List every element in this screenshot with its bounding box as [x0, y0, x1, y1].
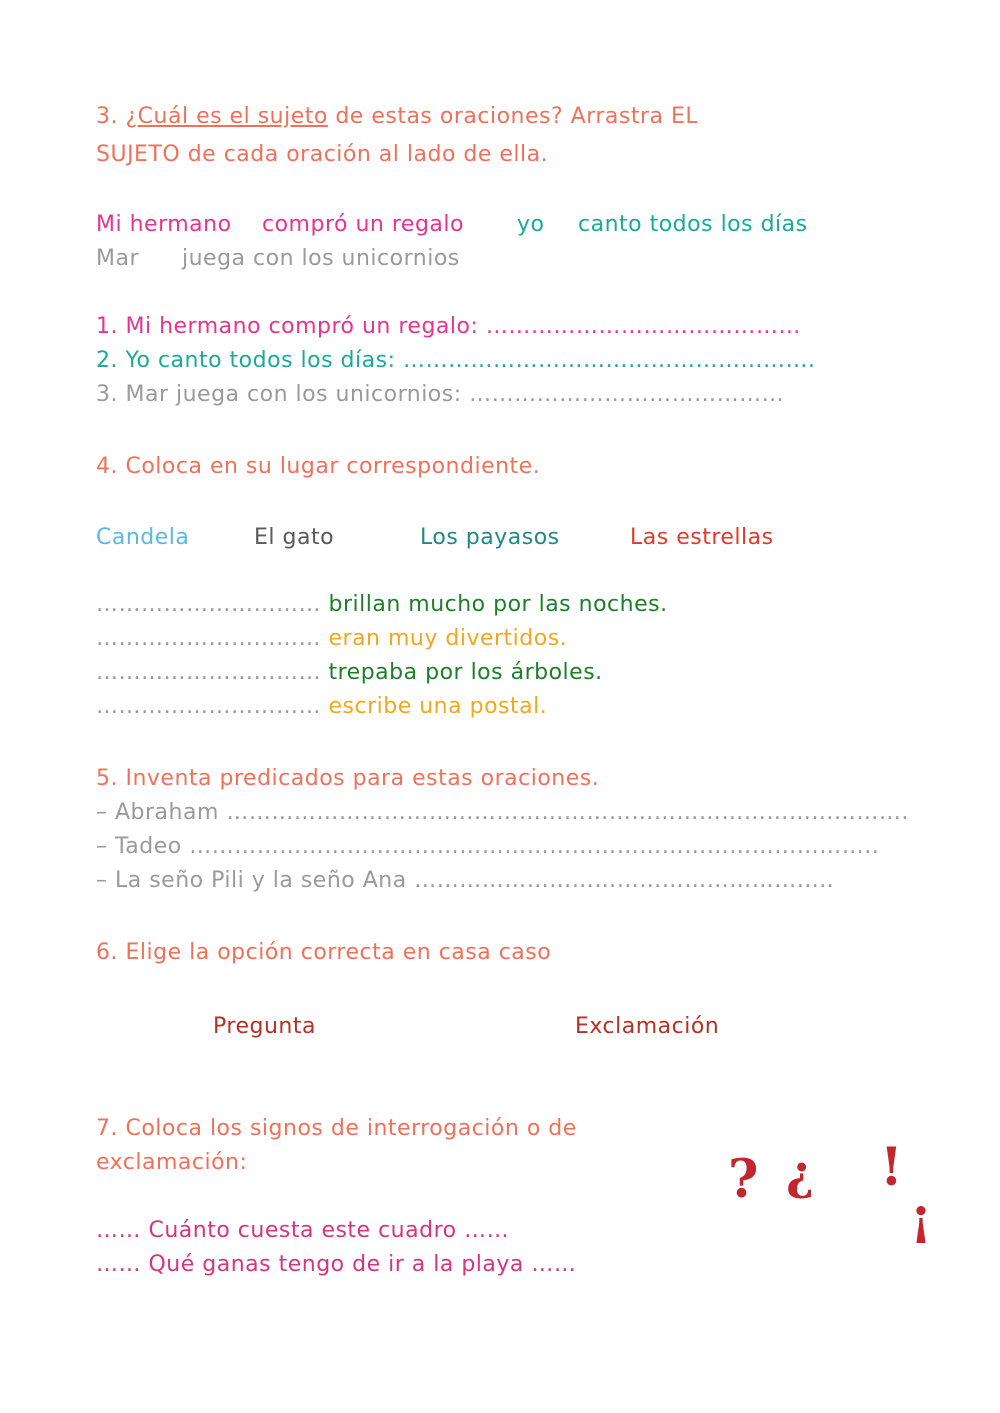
ex4-bank-el-gato[interactable]: El gato [254, 525, 335, 550]
ex3-item-3[interactable]: 3. Mar juega con los unicornios: …………………………………… [96, 382, 785, 407]
ex3-item-2[interactable]: 2. Yo canto todos los días: ………………………………………………. [96, 348, 816, 373]
ex4-row-blank[interactable]: ………………………… [96, 694, 321, 719]
ex4-bank-los-payasos[interactable]: Los payasos [420, 525, 560, 550]
ex7-title-line1: 7. Coloca los signos de interrogación o de [96, 1116, 577, 1141]
question-close-symbol[interactable]: ? [728, 1149, 759, 1210]
ex7-item-2[interactable]: …… Qué ganas tengo de ir a la playa …… [96, 1252, 577, 1277]
ex5-item-abraham[interactable]: – Abraham ………………………………………………………………………………. [96, 800, 909, 825]
ex3-title-line2: SUJETO de cada oración al lado de ella. [96, 142, 549, 167]
ex4-row-blank[interactable]: ………………………… [96, 626, 321, 651]
ex3-bank-yo[interactable]: yo [517, 212, 545, 237]
ex4-bank-candela[interactable]: Candela [96, 525, 190, 550]
ex3-item-1[interactable]: 1. Mi hermano compró un regalo: …………………………………… [96, 314, 801, 339]
ex6-option-pregunta[interactable]: Pregunta [213, 1014, 316, 1039]
ex3-bank-canto: canto todos los días [578, 212, 808, 237]
ex7-item-1[interactable]: …… Cuánto cuesta este cuadro …… [96, 1218, 510, 1243]
ex5-item-senos[interactable]: – La seño Pili y la seño Ana ……………………………………………….. [96, 868, 835, 893]
ex4-row: ………………………… brillan mucho por las noches. [96, 592, 668, 617]
question-open-symbol[interactable]: ¿ [786, 1145, 815, 1201]
ex4-title: 4. Coloca en su lugar correspondiente. [96, 454, 541, 479]
ex5-title: 5. Inventa predicados para estas oraciones. [96, 766, 600, 791]
ex4-row-blank[interactable]: ………………………… [96, 660, 321, 685]
ex4-row: ………………………… trepaba por los árboles. [96, 660, 603, 685]
ex6-option-exclamacion[interactable]: Exclamación [575, 1014, 720, 1039]
ex5-item-tadeo[interactable]: – Tadeo ……………………………………………………………………………….. [96, 834, 880, 859]
ex3-bank-juega: juega con los unicornios [182, 246, 460, 271]
ex6-title: 6. Elige la opción correcta en casa caso [96, 940, 552, 965]
ex7-title-line2: exclamación: [96, 1150, 248, 1175]
ex3-bank-mi-hermano[interactable]: Mi hermano [96, 212, 232, 237]
exclamation-close-symbol[interactable]: ! [880, 1137, 903, 1198]
ex3-title-line1: 3. ¿Cuál es el sujeto de estas oraciones? Arrastra EL [96, 104, 699, 129]
ex4-row-blank[interactable]: ………………………… [96, 592, 321, 617]
ex3-title-underlined: Cuál es el sujeto [137, 104, 328, 129]
exclamation-open-symbol[interactable]: ¡ [910, 1187, 932, 1246]
ex3-bank-compro: compró un regalo [262, 212, 464, 237]
ex3-bank-mar[interactable]: Mar [96, 246, 140, 271]
ex4-row: ………………………… eran muy divertidos. [96, 626, 568, 651]
ex4-bank-las-estrellas[interactable]: Las estrellas [630, 525, 774, 550]
ex4-row: ………………………… escribe una postal. [96, 694, 548, 719]
